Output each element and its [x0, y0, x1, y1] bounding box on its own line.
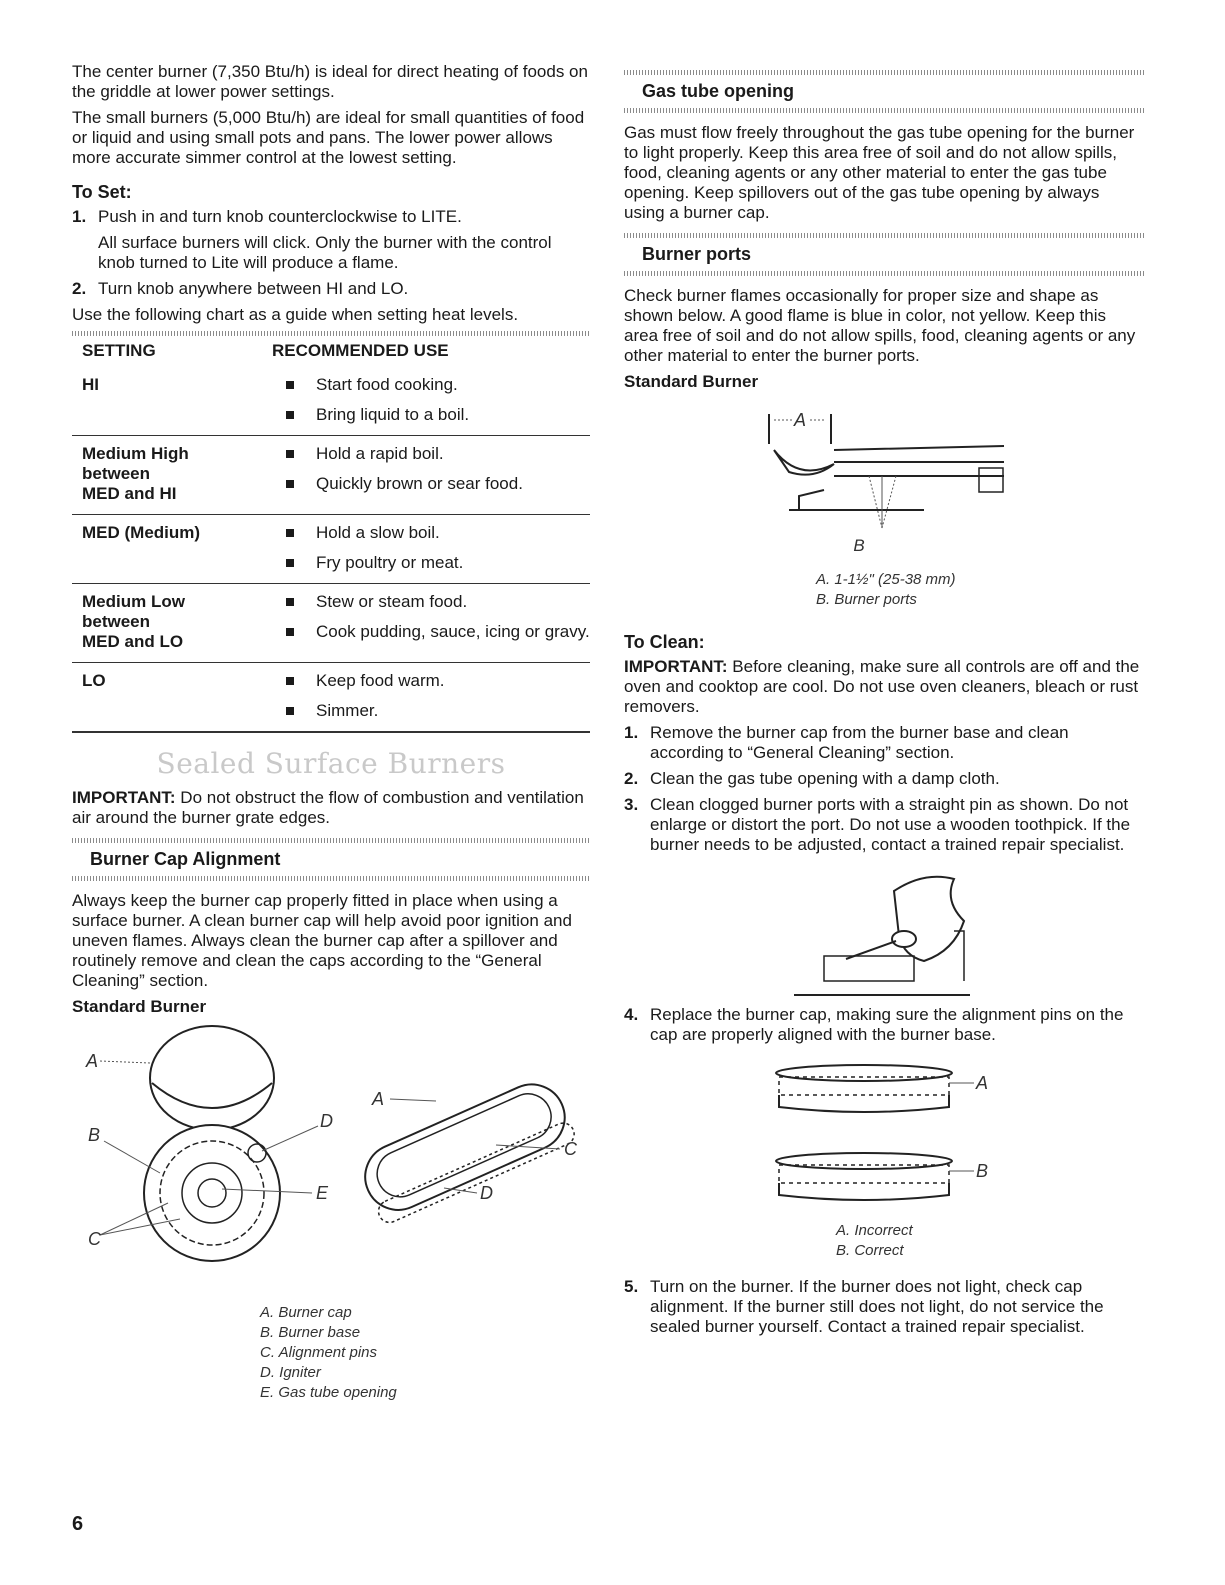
to-clean-heading: To Clean:: [624, 632, 705, 652]
caption-line: B. Correct: [836, 1242, 904, 1259]
table-row: [72, 584, 590, 663]
setting-cell: [72, 515, 272, 584]
use-text: Hold a slow boil.: [316, 523, 440, 542]
caption-line: D. Igniter: [260, 1364, 321, 1381]
step-text: Remove the burner cap from the burner base and clean according to “General Cleaning” section.: [650, 723, 1069, 762]
heat-settings-table: [72, 336, 590, 733]
important-text: Do not obstruct the flow of combustion and ventilation air around the burner grate edges.: [72, 788, 584, 827]
pin-cleaning-figure: [624, 861, 1144, 1001]
to-clean-step-1: [624, 723, 1144, 763]
use-text: Hold a rapid boil.: [316, 444, 444, 463]
to-clean-step-5: [624, 1277, 1144, 1337]
square-bullet-icon: [286, 677, 294, 685]
burner-ports-caption: [816, 570, 1144, 610]
step-text: Replace the burner cap, making sure the alignment pins on the cap are properly aligned with the burner base.: [650, 1005, 1124, 1044]
use-item: [272, 701, 590, 721]
use-item: [272, 444, 590, 464]
label-a-incorrect: A: [976, 1073, 989, 1093]
setting-line: between: [82, 464, 151, 483]
setting-line: LO: [82, 671, 106, 690]
header-recommended-use: RECOMMENDED USE: [272, 341, 449, 360]
use-item: [272, 553, 590, 573]
burner-cap-alignment-heading: Burner Cap Alignment: [90, 849, 281, 869]
square-bullet-icon: [286, 529, 294, 537]
setting-line: HI: [82, 375, 99, 394]
setting-line: MED and LO: [82, 632, 184, 651]
use-text: Start food cooking.: [316, 375, 458, 394]
step-text: Clean the gas tube opening with a damp cloth.: [650, 769, 1000, 788]
table-row: [72, 436, 590, 515]
gas-tube-heading: Gas tube opening: [642, 81, 795, 101]
table-row: [72, 515, 590, 584]
correct-cap-drawing: [776, 1153, 988, 1200]
label-e-gas-tube: E: [316, 1183, 329, 1203]
burner-flame-diagram: [624, 392, 1144, 542]
setting-cell: [72, 436, 272, 515]
caption-line: B. Burner base: [260, 1324, 361, 1341]
standard-burner-label: Standard Burner: [72, 997, 207, 1016]
burner-cap-alignment-heading-box: [72, 838, 590, 881]
use-item: [272, 671, 590, 691]
label-a-oval-cap: A: [372, 1089, 385, 1109]
setting-cell: [72, 584, 272, 663]
label-c-pins: C: [88, 1229, 101, 1249]
step-number: 2.: [624, 769, 639, 788]
step-number: 4.: [624, 1005, 639, 1024]
burner-flame-figure: [624, 392, 1144, 542]
label-a-flame-size: A: [794, 410, 807, 430]
step-text: Turn on the burner. If the burner does not light, check cap alignment. If the burner still does not light, do not service the sealed burner yourself. Contact a trained repair specialist.: [650, 1277, 1104, 1336]
step-number: 1.: [72, 207, 87, 226]
label-d-oval-igniter: D: [480, 1183, 493, 1203]
setting-line: MED (Medium): [82, 523, 201, 542]
step-number: 1.: [624, 723, 639, 742]
use-item: [272, 622, 590, 642]
setting-line: Medium Low: [82, 592, 185, 611]
important-label: IMPORTANT:: [72, 788, 176, 807]
recommended-use-cell: [272, 436, 590, 515]
intro-paragraph-small-burners: The small burners (5,000 Btu/h) are ideal for small quantities of food or liquid and using small pots and pans. The lower power allows more accurate simmer control at the lowest setting.: [72, 108, 585, 167]
left-column: [72, 62, 590, 1403]
setting-cell: [72, 367, 272, 436]
important-label: IMPORTANT:: [624, 657, 728, 676]
caption-line: C. Alignment pins: [260, 1344, 377, 1361]
step-text: Push in and turn knob counterclockwise to LITE.: [98, 207, 462, 226]
use-item: [272, 375, 590, 395]
hatch-rule: [624, 271, 1144, 276]
recommended-use-cell: [272, 663, 590, 733]
caption-line: A. 1-1½" (25-38 mm): [816, 571, 956, 588]
pin-cleaning-diagram: [624, 861, 1144, 1001]
burner-ports-heading-box: [624, 233, 1144, 276]
square-bullet-icon: [286, 628, 294, 636]
important-text: Before cleaning, make sure all controls are off and the oven and cooktop are cool. Do not use oven cleaners, bleach or rust removers.: [624, 657, 1140, 716]
burner-cap-figure: [72, 1023, 590, 1303]
caption-line: A. Incorrect: [836, 1222, 913, 1239]
setting-line: between: [82, 612, 151, 631]
square-bullet-icon: [286, 381, 294, 389]
use-text: Bring liquid to a boil.: [316, 405, 470, 424]
cap-alignment-check-figure: [624, 1051, 1144, 1221]
step-number: 5.: [624, 1277, 639, 1296]
use-text: Fry poultry or meat.: [316, 553, 464, 572]
use-text: Quickly brown or sear food.: [316, 474, 523, 493]
table-body: [72, 367, 590, 732]
to-set-heading: To Set:: [72, 182, 132, 202]
label-c-oval-pins: C: [564, 1139, 577, 1159]
use-item: [272, 592, 590, 612]
caption-line: A. Burner cap: [260, 1304, 352, 1321]
sealed-important-note: [72, 788, 590, 828]
recommended-use-cell: [272, 515, 590, 584]
step-number: 3.: [624, 795, 639, 814]
use-item: [272, 474, 590, 494]
square-bullet-icon: [286, 411, 294, 419]
label-b-base: B: [88, 1125, 101, 1145]
step-text: Clean clogged burner ports with a straight pin as shown. Do not enlarge or distort the port. Do not use a wooden toothpick. If the burner needs to be adjusted, contact a trained repair specialist.: [650, 795, 1131, 854]
hatch-rule: [72, 876, 590, 881]
use-item: [272, 523, 590, 543]
use-text: Simmer.: [316, 701, 379, 720]
label-a-cap: A: [86, 1051, 99, 1071]
cap-alignment-paragraph: Always keep the burner cap properly fitted in place when using a surface burner. A clean burner cap will help avoid poor ignition and uneven flames. Always clean the burner cap after a spillover and routinely remove and clean the caps according to the “General Cleaning” section.: [72, 891, 572, 990]
sealed-surface-burners-title: Sealed Surface Burners: [156, 747, 506, 780]
setting-cell: [72, 663, 272, 733]
intro-paragraph-center-burner: The center burner (7,350 Btu/h) is ideal for direct heating of foods on the griddle at lower power settings.: [72, 62, 588, 101]
square-bullet-icon: [286, 598, 294, 606]
use-item: [272, 405, 590, 425]
burner-cap-diagram: [72, 1023, 590, 1303]
burner-ports-heading: Burner ports: [642, 244, 752, 264]
to-clean-step-3: [624, 795, 1144, 855]
setting-line: Medium High: [82, 444, 189, 463]
setting-line: MED and HI: [82, 484, 177, 503]
label-d-igniter: D: [320, 1111, 333, 1131]
table-header-row: [72, 336, 590, 367]
burner-ports-paragraph: Check burner flames occasionally for proper size and shape as shown below. A good flame is blue in color, not yellow. Keep this area free of soil and do not allow spills, food, cleaning agents or any other material to enter the burner ports.: [624, 286, 1136, 365]
step-number: 2.: [72, 279, 87, 298]
to-clean-step-4: [624, 1005, 1144, 1045]
square-bullet-icon: [286, 450, 294, 458]
to-clean-step-2: [624, 769, 1144, 789]
table-row: [72, 367, 590, 436]
step-note: All surface burners will click. Only the burner with the control knob turned to Lite will produce a flame.: [98, 233, 552, 272]
to-set-step-1: [72, 207, 590, 273]
use-text: Stew or steam food.: [316, 592, 468, 611]
alignment-check-caption: [836, 1221, 1144, 1261]
square-bullet-icon: [286, 559, 294, 567]
hatch-rule: [624, 108, 1144, 113]
header-setting: SETTING: [82, 341, 156, 360]
gas-tube-paragraph: Gas must flow freely throughout the gas tube opening for the burner to light properly. Keep this area free of soil and do not allow spills, food, cleaning agents or any other material to enter the gas tube opening. Keep spillovers out of the gas tube opening by always using a burner cap.: [624, 123, 1135, 222]
use-text: Keep food warm.: [316, 671, 445, 690]
label-b-ports: B: [853, 536, 865, 555]
cap-alignment-check-diagram: [624, 1051, 1144, 1221]
square-bullet-icon: [286, 480, 294, 488]
step-text: Turn knob anywhere between HI and LO.: [98, 279, 409, 298]
cap-alignment-caption: [260, 1303, 590, 1403]
right-column: [624, 70, 1144, 1343]
chart-intro: Use the following chart as a guide when setting heat levels.: [72, 305, 519, 324]
use-text: Cook pudding, sauce, icing or gravy.: [316, 622, 590, 641]
recommended-use-cell: [272, 584, 590, 663]
gas-tube-heading-box: [624, 70, 1144, 113]
page-number: 6: [72, 1513, 84, 1535]
label-b-correct: B: [976, 1161, 989, 1181]
standard-burner-label: Standard Burner: [624, 372, 759, 391]
table-row: [72, 663, 590, 733]
to-set-step-2: [72, 279, 590, 299]
recommended-use-cell: [272, 367, 590, 436]
incorrect-cap-drawing: [776, 1065, 988, 1112]
caption-line: E. Gas tube opening: [260, 1384, 397, 1401]
square-bullet-icon: [286, 707, 294, 715]
to-clean-important-note: [624, 657, 1144, 717]
caption-line: B. Burner ports: [816, 591, 917, 608]
